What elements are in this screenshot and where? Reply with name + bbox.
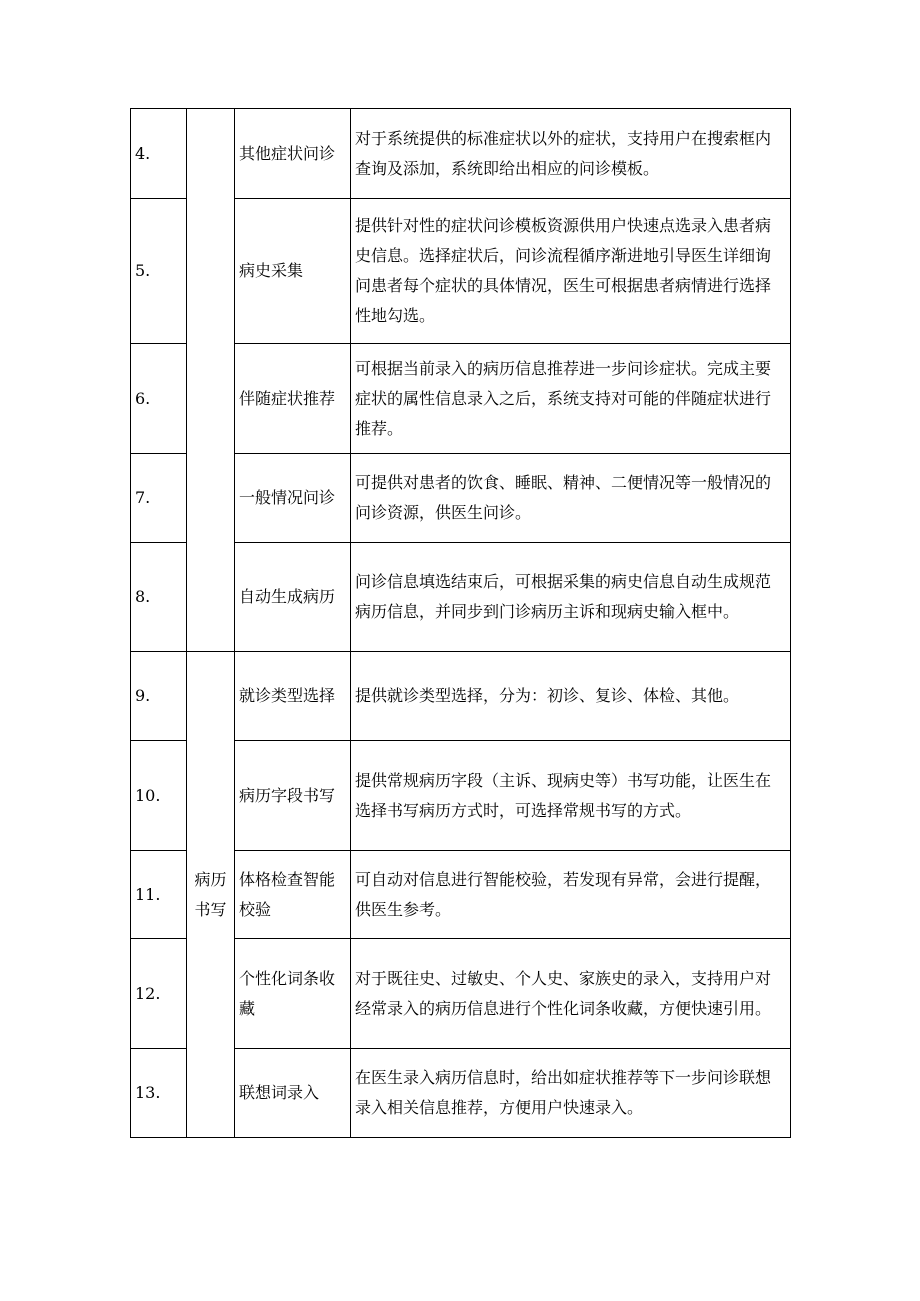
feature-name: 伴随症状推荐 <box>235 344 351 454</box>
category-cell <box>187 109 235 652</box>
feature-description: 问诊信息填选结束后，可根据采集的病史信息自动生成规范病历信息，并同步到门诊病历主诉和现病史输入框中。 <box>351 543 791 652</box>
feature-name: 病史采集 <box>235 199 351 344</box>
feature-name: 病历字段书写 <box>235 741 351 851</box>
feature-name: 联想词录入 <box>235 1049 351 1138</box>
feature-description: 提供针对性的症状问诊模板资源供用户快速点选录入患者病史信息。选择症状后，问诊流程循序渐进地引导医生详细询问患者每个症状的具体情况，医生可根据患者病情进行选择性地勾选。 <box>351 199 791 344</box>
row-number: 4. <box>131 109 187 199</box>
row-number: 6. <box>131 344 187 454</box>
feature-description: 可自动对信息进行智能校验，若发现有异常，会进行提醒，供医生参考。 <box>351 851 791 939</box>
feature-name: 一般情况问诊 <box>235 454 351 543</box>
feature-name: 就诊类型选择 <box>235 652 351 741</box>
row-number: 12. <box>131 939 187 1049</box>
feature-description: 在医生录入病历信息时，给出如症状推荐等下一步问诊联想录入相关信息推荐，方便用户快速录入。 <box>351 1049 791 1138</box>
row-number: 11. <box>131 851 187 939</box>
row-number: 5. <box>131 199 187 344</box>
spec-table <box>130 108 791 1138</box>
feature-description: 提供常规病历字段（主诉、现病史等）书写功能，让医生在选择书写病历方式时，可选择常规书写的方式。 <box>351 741 791 851</box>
row-number: 13. <box>131 1049 187 1138</box>
row-number: 7. <box>131 454 187 543</box>
row-number: 10. <box>131 741 187 851</box>
feature-name: 体格检查智能校验 <box>235 851 351 939</box>
feature-description: 可根据当前录入的病历信息推荐进一步问诊症状。完成主要症状的属性信息录入之后，系统支持对可能的伴随症状进行推荐。 <box>351 344 791 454</box>
row-number: 8. <box>131 543 187 652</box>
feature-name: 自动生成病历 <box>235 543 351 652</box>
feature-description: 可提供对患者的饮食、睡眠、精神、二便情况等一般情况的问诊资源，供医生问诊。 <box>351 454 791 543</box>
category-label: 病历书写 <box>194 869 227 919</box>
table-row <box>131 652 791 741</box>
feature-description: 提供就诊类型选择，分为：初诊、复诊、体检、其他。 <box>351 652 791 741</box>
feature-description: 对于系统提供的标准症状以外的症状，支持用户在搜索框内查询及添加，系统即给出相应的问诊模板。 <box>351 109 791 199</box>
category-cell <box>187 652 235 1138</box>
feature-description: 对于既往史、过敏史、个人史、家族史的录入，支持用户对经常录入的病历信息进行个性化词条收藏，方便快速引用。 <box>351 939 791 1049</box>
row-number: 9. <box>131 652 187 741</box>
feature-name: 个性化词条收藏 <box>235 939 351 1049</box>
table-row <box>131 109 791 199</box>
feature-name: 其他症状问诊 <box>235 109 351 199</box>
